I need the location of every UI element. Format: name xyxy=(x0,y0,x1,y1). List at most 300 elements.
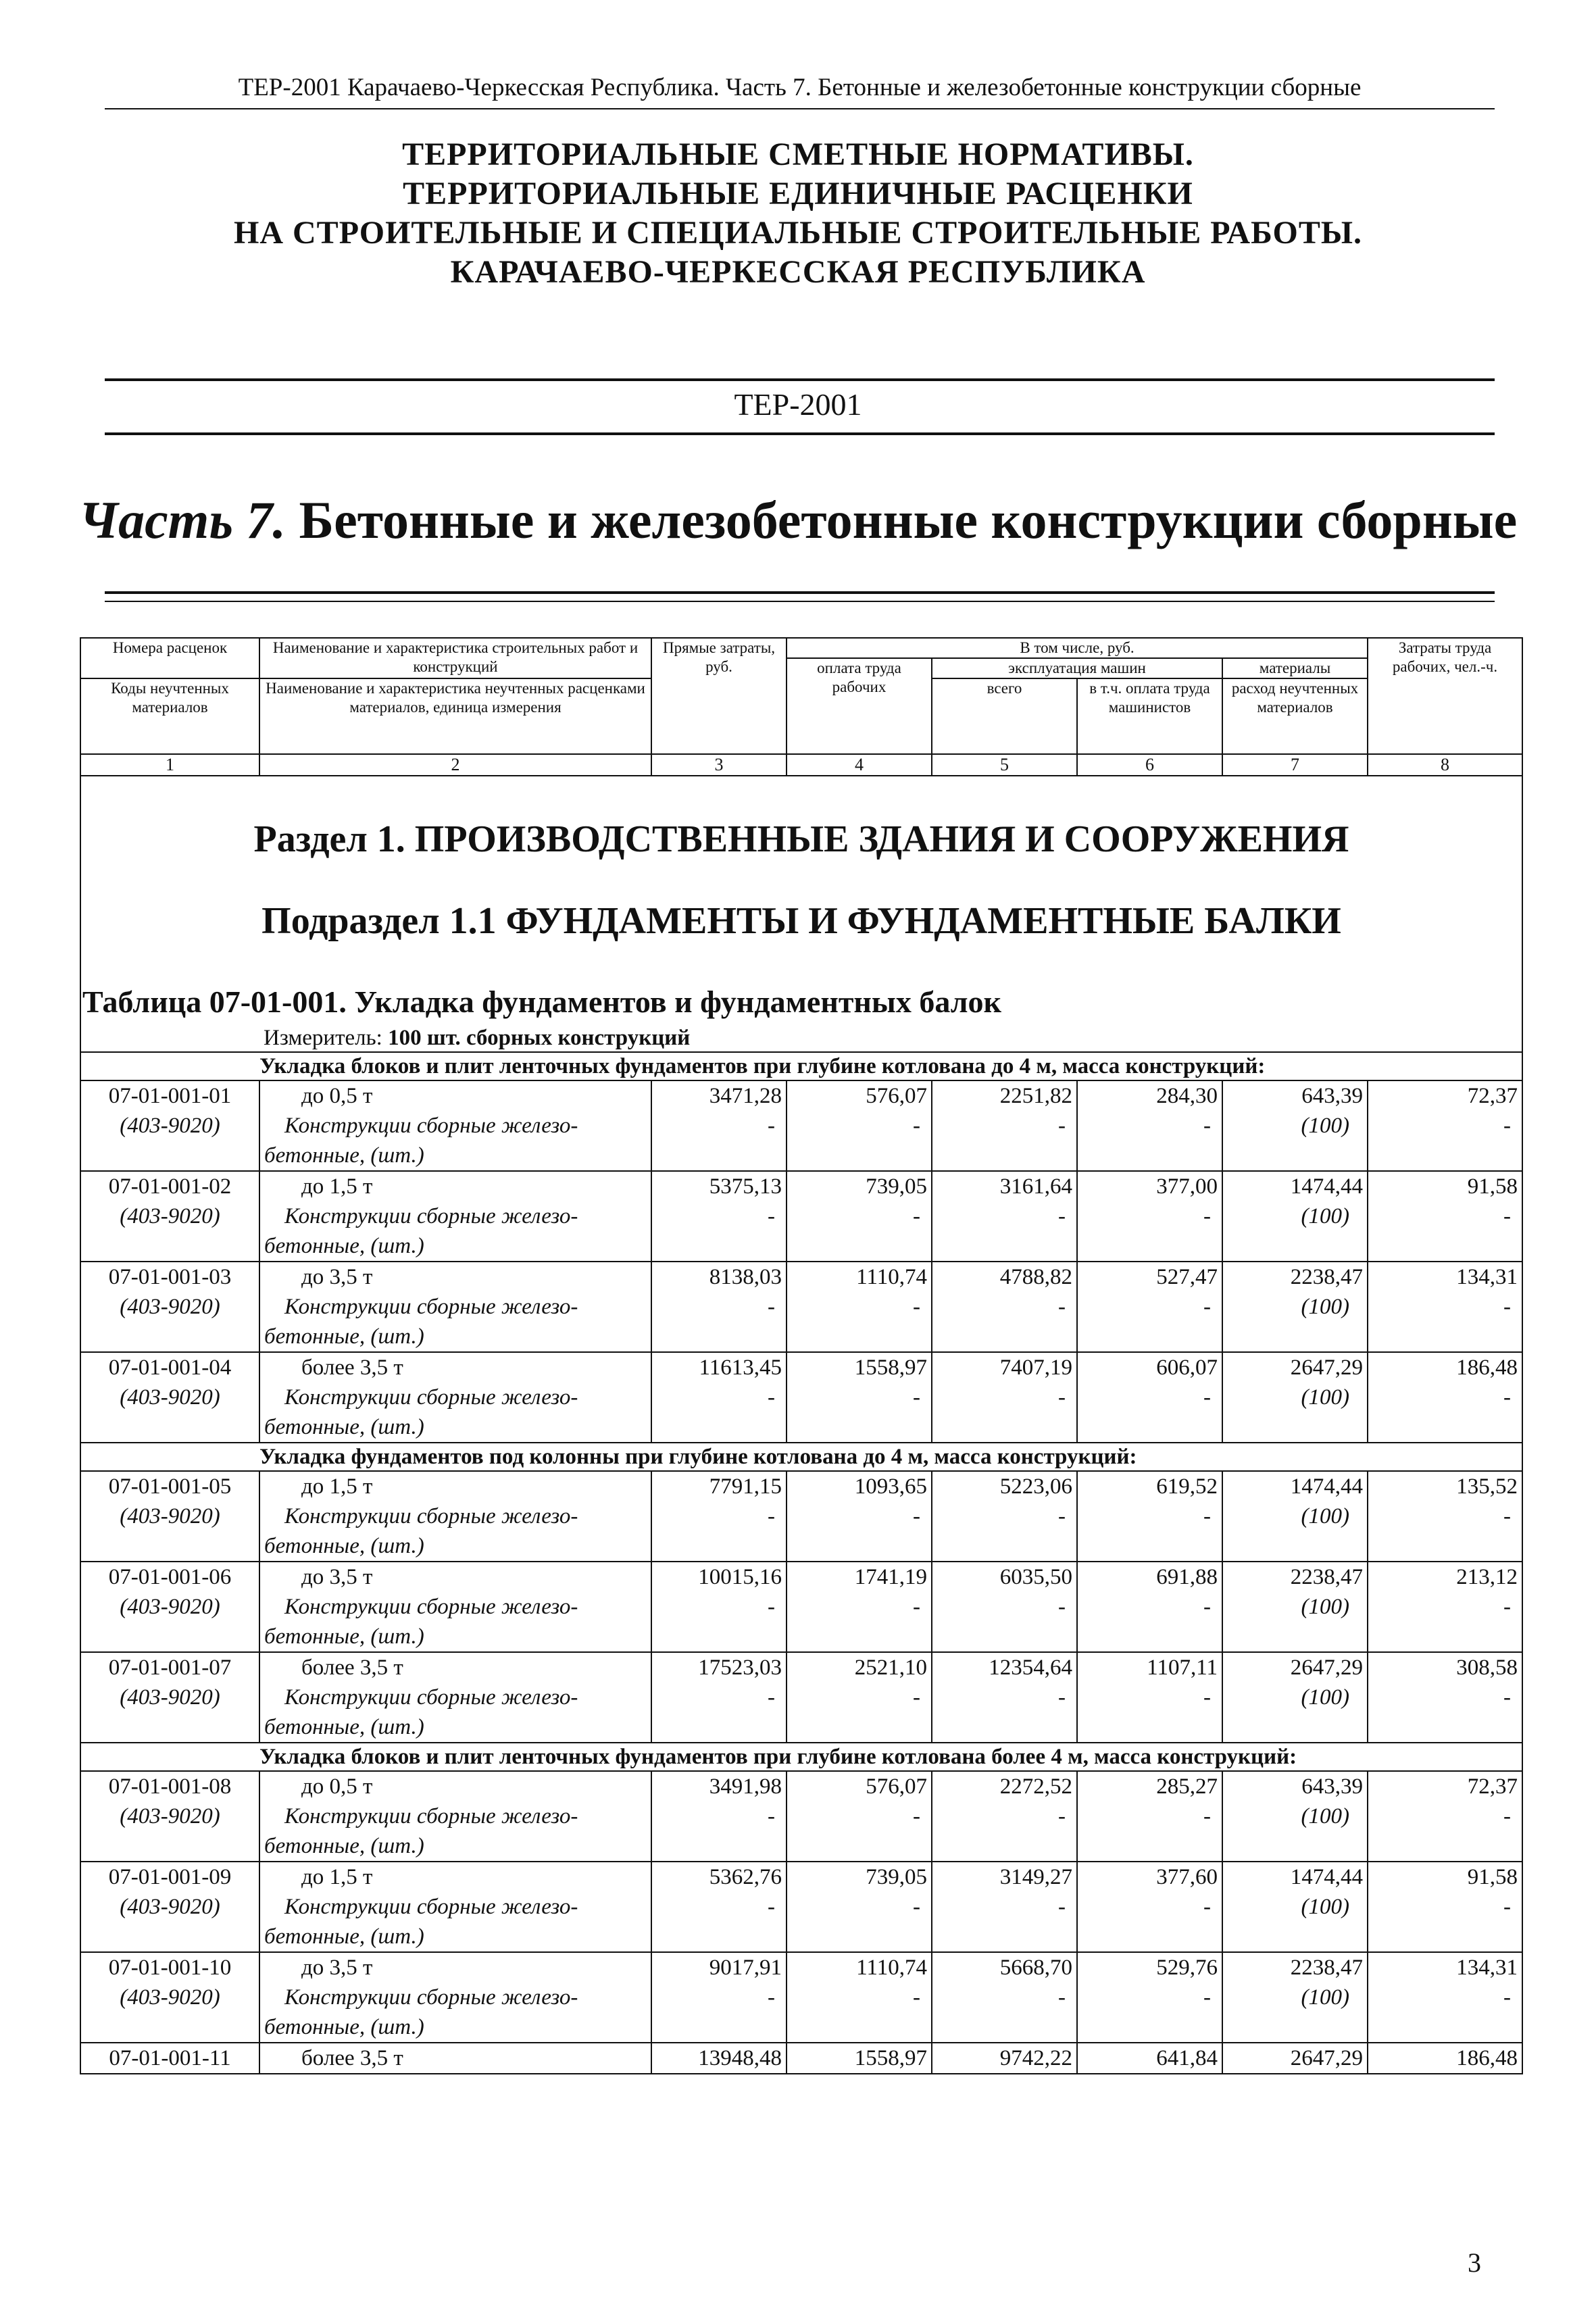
machine-labor: 377,00 xyxy=(1156,1174,1218,1199)
material-name-cont: бетонные, (шт.) xyxy=(264,1534,424,1558)
group-heading: Укладка блоков и плит ленточных фундаментов при глубине котлована более 4 м, масса конструкций: xyxy=(259,1743,1368,1771)
labor-hours-cell xyxy=(1368,1471,1522,1562)
direct-cost-cell xyxy=(651,1652,787,1743)
machine-labor: 529,76 xyxy=(1156,1956,1218,1980)
dash-value: - xyxy=(1058,1204,1066,1228)
material-name-cont: бетонные, (шт.) xyxy=(264,2015,424,2039)
group-heading-row xyxy=(80,1443,1522,1471)
materials-cost: 2238,47 xyxy=(1290,1956,1364,1980)
rates-table xyxy=(80,637,1523,2074)
direct-cost: 13948,48 xyxy=(698,2046,782,2070)
page-number: 3 xyxy=(1468,2247,1481,2278)
labor-hours-cell xyxy=(1368,1862,1522,1952)
material-code: (403-9020) xyxy=(120,1895,220,1919)
material-name-cont: бетонные, (шт.) xyxy=(264,1624,424,1649)
labor-hours: 134,31 xyxy=(1456,1265,1518,1289)
dash-value: - xyxy=(1058,1504,1066,1528)
labor-pay: 1093,65 xyxy=(854,1474,927,1499)
section-title: Раздел 1. ПРОИЗВОДСТВЕННЫЕ ЗДАНИЯ И СООРУЖЕНИЯ xyxy=(253,818,1349,860)
rate-code-cell xyxy=(80,1080,259,1171)
work-name-cell xyxy=(259,1771,651,1862)
materials-cost: 1474,44 xyxy=(1290,1865,1364,1889)
material-quantity: (100) xyxy=(1301,1595,1350,1619)
labor-pay: 576,07 xyxy=(866,1774,927,1799)
machine-labor: 284,30 xyxy=(1156,1084,1218,1108)
dash-value: - xyxy=(913,1804,920,1828)
labor-hours: 213,12 xyxy=(1456,1565,1518,1589)
header-materials: материалы xyxy=(1222,658,1368,678)
machine-cost-cell xyxy=(932,1471,1077,1562)
dash-value: - xyxy=(768,1595,775,1619)
material-quantity: (100) xyxy=(1301,1114,1350,1138)
labor-pay: 2521,10 xyxy=(854,1656,927,1680)
machine-cost-cell xyxy=(932,1352,1077,1443)
material-quantity: (100) xyxy=(1301,1504,1350,1528)
machine-cost: 5668,70 xyxy=(999,1956,1072,1980)
work-name: до 1,5 т xyxy=(301,1174,373,1199)
machine-labor: 1107,11 xyxy=(1147,1656,1218,1680)
work-name-cell xyxy=(259,1562,651,1652)
dash-value: - xyxy=(1058,1595,1066,1619)
double-rule xyxy=(105,591,1495,602)
material-code: (403-9020) xyxy=(120,1595,220,1619)
material-quantity: (100) xyxy=(1301,1895,1350,1919)
labor-hours: 72,37 xyxy=(1467,1084,1518,1108)
header-materials-consumption: расход неучтенных материалов xyxy=(1222,678,1368,754)
header-machine-labor: в т.ч. оплата труда машинистов xyxy=(1077,678,1222,754)
table-row xyxy=(80,1171,1522,1262)
rate-code: 07-01-001-06 xyxy=(108,1565,232,1589)
dash-value: - xyxy=(1203,1595,1211,1619)
collection-code: ТЕР-2001 xyxy=(734,387,862,422)
part-label: Часть 7. xyxy=(78,491,286,549)
machine-labor-cell xyxy=(1077,1471,1222,1562)
machine-cost-cell xyxy=(932,1171,1077,1262)
dash-value: - xyxy=(768,1985,775,2010)
dash-value: - xyxy=(913,1295,920,1319)
rate-code-cell xyxy=(80,1562,259,1652)
direct-cost: 9017,91 xyxy=(709,1956,782,1980)
materials-cost-cell xyxy=(1222,1562,1368,1652)
material-quantity: (100) xyxy=(1301,1385,1350,1410)
machine-labor-cell xyxy=(1077,1862,1222,1952)
material-code: (403-9020) xyxy=(120,1985,220,2010)
table-row xyxy=(80,1262,1522,1352)
machine-cost-cell xyxy=(932,1080,1077,1171)
dash-value: - xyxy=(1203,1385,1211,1410)
machine-cost: 5223,06 xyxy=(999,1474,1072,1499)
machine-labor: 527,47 xyxy=(1156,1265,1218,1289)
table-row xyxy=(80,1352,1522,1443)
header-including: В том числе, руб. xyxy=(787,638,1368,658)
rate-code-cell xyxy=(80,1952,259,2043)
dash-value: - xyxy=(1503,1804,1512,1828)
labor-hours-cell xyxy=(1368,1262,1522,1352)
direct-cost: 3471,28 xyxy=(709,1084,782,1108)
work-name-cell xyxy=(259,1262,651,1352)
meter-value: 100 шт. сборных конструкций xyxy=(388,1026,691,1050)
machine-labor-cell xyxy=(1077,1080,1222,1171)
materials-cost: 643,39 xyxy=(1301,1084,1364,1108)
materials-cost-cell xyxy=(1222,2043,1368,2074)
machine-cost: 12354,64 xyxy=(989,1656,1072,1680)
machine-cost: 4788,82 xyxy=(999,1265,1072,1289)
material-name: Конструкции сборные железо- xyxy=(284,1804,578,1828)
work-name-cell xyxy=(259,1352,651,1443)
dash-value: - xyxy=(768,1295,775,1319)
labor-hours-cell xyxy=(1368,1171,1522,1262)
table-title: Таблица 07-01-001. Укладка фундаментов и фундаментных балок xyxy=(82,985,1002,1019)
dash-value: - xyxy=(768,1685,775,1710)
labor-hours-cell xyxy=(1368,1352,1522,1443)
materials-cost-cell xyxy=(1222,1652,1368,1743)
dash-value: - xyxy=(1503,1295,1512,1319)
labor-hours: 186,48 xyxy=(1456,2046,1518,2070)
machine-labor: 641,84 xyxy=(1156,2046,1218,2070)
header-labor-hours: Затраты труда рабочих, чел.-ч. xyxy=(1368,638,1522,754)
header-rate-numbers: Номера расценок xyxy=(80,638,259,678)
work-name: до 0,5 т xyxy=(301,1084,373,1108)
material-name: Конструкции сборные железо- xyxy=(284,1685,578,1710)
code-rule-bottom xyxy=(105,432,1495,435)
direct-cost: 5375,13 xyxy=(709,1174,782,1199)
rate-code: 07-01-001-11 xyxy=(109,2046,231,2070)
dash-value: - xyxy=(768,1385,775,1410)
labor-hours: 186,48 xyxy=(1456,1355,1518,1380)
material-name-cont: бетонные, (шт.) xyxy=(264,1234,424,1258)
table-body xyxy=(80,1052,1522,2074)
labor-hours: 91,58 xyxy=(1467,1865,1518,1889)
labor-pay: 1558,97 xyxy=(854,2046,927,2070)
material-name: Конструкции сборные железо- xyxy=(284,1385,578,1410)
direct-cost-cell xyxy=(651,1562,787,1652)
labor-pay-cell xyxy=(787,1352,932,1443)
labor-hours: 134,31 xyxy=(1456,1956,1518,1980)
machine-cost-cell xyxy=(932,1562,1077,1652)
materials-cost: 2647,29 xyxy=(1290,1656,1364,1680)
rate-code-cell xyxy=(80,1471,259,1562)
work-name: более 3,5 т xyxy=(301,2046,403,2070)
materials-cost-cell xyxy=(1222,1080,1368,1171)
dash-value: - xyxy=(913,1504,920,1528)
work-name-cell xyxy=(259,2043,651,2074)
dash-value: - xyxy=(913,1385,920,1410)
running-header: ТЕР-2001 Карачаево-Черкесская Республика. Часть 7. Бетонные и железобетонные конструкции сборные xyxy=(238,74,1362,101)
labor-pay-cell xyxy=(787,1952,932,2043)
material-name-cont: бетонные, (шт.) xyxy=(264,1143,424,1168)
labor-hours-cell xyxy=(1368,1952,1522,2043)
column-number: 8 xyxy=(1368,754,1522,776)
machine-labor: 285,27 xyxy=(1156,1774,1218,1799)
machine-labor-cell xyxy=(1077,1352,1222,1443)
dash-value: - xyxy=(1203,1504,1211,1528)
dash-value: - xyxy=(1058,1685,1066,1710)
group-heading-filler xyxy=(1368,1443,1522,1471)
group-heading-spacer xyxy=(80,1443,259,1471)
materials-cost-cell xyxy=(1222,1352,1368,1443)
work-name-cell xyxy=(259,1171,651,1262)
part-title xyxy=(0,490,1596,551)
labor-pay-cell xyxy=(787,1080,932,1171)
machine-cost: 9742,22 xyxy=(999,2046,1072,2070)
material-quantity: (100) xyxy=(1301,1985,1350,2010)
material-code: (403-9020) xyxy=(120,1295,220,1319)
table-row xyxy=(80,1471,1522,1562)
work-name: до 1,5 т xyxy=(301,1865,373,1889)
rate-code: 07-01-001-07 xyxy=(108,1656,232,1680)
header-labor-pay: оплата труда рабочих xyxy=(787,658,932,754)
section-block xyxy=(80,776,1522,1052)
table-row xyxy=(80,2043,1522,2074)
labor-hours-cell xyxy=(1368,1652,1522,1743)
dash-value: - xyxy=(1503,1685,1512,1710)
dash-value: - xyxy=(768,1114,775,1138)
header-unaccounted-codes: Коды неучтенных материалов xyxy=(80,678,259,754)
dash-value: - xyxy=(913,1595,920,1619)
material-quantity: (100) xyxy=(1301,1295,1350,1319)
labor-pay-cell xyxy=(787,1652,932,1743)
header-direct-costs: Прямые затраты, руб. xyxy=(651,638,787,754)
labor-pay-cell xyxy=(787,1262,932,1352)
labor-hours-cell xyxy=(1368,1080,1522,1171)
dash-value: - xyxy=(913,1895,920,1919)
machine-labor: 691,88 xyxy=(1156,1565,1218,1589)
group-heading-spacer xyxy=(80,1052,259,1080)
direct-cost-cell xyxy=(651,1471,787,1562)
work-name-cell xyxy=(259,1652,651,1743)
labor-hours: 135,52 xyxy=(1456,1474,1518,1499)
direct-cost-cell xyxy=(651,1080,787,1171)
labor-hours: 72,37 xyxy=(1467,1774,1518,1799)
direct-cost: 11613,45 xyxy=(699,1355,782,1380)
material-name: Конструкции сборные железо- xyxy=(284,1204,578,1228)
labor-pay: 1741,19 xyxy=(854,1565,927,1589)
rate-code-cell xyxy=(80,1652,259,1743)
header-machine-total: всего xyxy=(932,678,1077,754)
material-name-cont: бетонные, (шт.) xyxy=(264,1324,424,1349)
dash-value: - xyxy=(1503,1895,1512,1919)
labor-hours-cell xyxy=(1368,1562,1522,1652)
dash-value: - xyxy=(768,1504,775,1528)
header-unaccounted-names: Наименование и характеристика неучтенных расценками материалов, единица измерения xyxy=(259,678,651,754)
dash-value: - xyxy=(1503,1985,1512,2010)
labor-pay: 739,05 xyxy=(866,1865,927,1889)
header-machine-operation: эксплуатация машин xyxy=(932,658,1222,678)
machine-cost-cell xyxy=(932,1952,1077,2043)
group-heading-spacer xyxy=(80,1743,259,1771)
labor-hours-cell xyxy=(1368,2043,1522,2074)
direct-cost-cell xyxy=(651,2043,787,2074)
material-code: (403-9020) xyxy=(120,1504,220,1528)
column-number: 6 xyxy=(1077,754,1222,776)
labor-pay: 1558,97 xyxy=(854,1355,927,1380)
group-heading-row xyxy=(80,1743,1522,1771)
material-code: (403-9020) xyxy=(120,1804,220,1828)
table-row xyxy=(80,1771,1522,1862)
labor-pay: 1110,74 xyxy=(856,1956,927,1980)
machine-labor-cell xyxy=(1077,1652,1222,1743)
machine-cost-cell xyxy=(932,1771,1077,1862)
dash-value: - xyxy=(1203,1204,1211,1228)
machine-labor-cell xyxy=(1077,1771,1222,1862)
work-name: до 0,5 т xyxy=(301,1774,373,1799)
dash-value: - xyxy=(1503,1504,1512,1528)
materials-cost-cell xyxy=(1222,1862,1368,1952)
dash-value: - xyxy=(1058,1385,1066,1410)
material-code: (403-9020) xyxy=(120,1685,220,1710)
machine-labor: 619,52 xyxy=(1156,1474,1218,1499)
direct-cost-cell xyxy=(651,1862,787,1952)
material-name: Конструкции сборные железо- xyxy=(284,1895,578,1919)
dash-value: - xyxy=(1203,1114,1211,1138)
rate-code: 07-01-001-03 xyxy=(108,1265,232,1289)
rate-code: 07-01-001-04 xyxy=(108,1355,232,1380)
materials-cost-cell xyxy=(1222,1171,1368,1262)
machine-cost: 6035,50 xyxy=(999,1565,1072,1589)
dash-value: - xyxy=(1058,1895,1066,1919)
rate-code-cell xyxy=(80,1862,259,1952)
group-heading: Укладка фундаментов под колонны при глубине котлована до 4 м, масса конструкций: xyxy=(259,1443,1368,1471)
table-row xyxy=(80,1080,1522,1171)
column-number: 1 xyxy=(80,754,259,776)
column-number: 4 xyxy=(787,754,932,776)
labor-hours-cell xyxy=(1368,1771,1522,1862)
column-number: 7 xyxy=(1222,754,1368,776)
material-quantity: (100) xyxy=(1301,1204,1350,1228)
work-name: до 3,5 т xyxy=(301,1565,373,1589)
material-quantity: (100) xyxy=(1301,1804,1350,1828)
dash-value: - xyxy=(1203,1804,1211,1828)
labor-pay-cell xyxy=(787,1771,932,1862)
table-header xyxy=(80,638,1522,1052)
machine-cost: 7407,19 xyxy=(999,1355,1072,1380)
dash-value: - xyxy=(1503,1595,1512,1619)
direct-cost-cell xyxy=(651,1171,787,1262)
labor-pay: 739,05 xyxy=(866,1174,927,1199)
subsection-title: Подраздел 1.1 ФУНДАМЕНТЫ И ФУНДАМЕНТНЫЕ БАЛКИ xyxy=(261,900,1341,942)
labor-pay-cell xyxy=(787,1562,932,1652)
work-name-cell xyxy=(259,1471,651,1562)
dash-value: - xyxy=(1058,1114,1066,1138)
materials-cost: 2647,29 xyxy=(1290,2046,1364,2070)
document-title xyxy=(0,135,1596,292)
material-name-cont: бетонные, (шт.) xyxy=(264,1715,424,1739)
materials-cost-cell xyxy=(1222,1471,1368,1562)
dash-value: - xyxy=(1203,1685,1211,1710)
machine-cost: 3161,64 xyxy=(999,1174,1072,1199)
work-name: до 1,5 т xyxy=(301,1474,373,1499)
machine-labor-cell xyxy=(1077,2043,1222,2074)
materials-cost-cell xyxy=(1222,1952,1368,2043)
dash-value: - xyxy=(768,1204,775,1228)
column-number: 2 xyxy=(259,754,651,776)
dash-value: - xyxy=(1203,1895,1211,1919)
materials-cost-cell xyxy=(1222,1262,1368,1352)
header-divider xyxy=(105,108,1495,109)
dash-value: - xyxy=(1203,1295,1211,1319)
machine-labor: 377,60 xyxy=(1156,1865,1218,1889)
rate-code-cell xyxy=(80,1262,259,1352)
dash-value: - xyxy=(768,1804,775,1828)
labor-pay-cell xyxy=(787,1471,932,1562)
dash-value: - xyxy=(768,1895,775,1919)
dash-value: - xyxy=(1058,1295,1066,1319)
direct-cost-cell xyxy=(651,1771,787,1862)
rate-code-cell xyxy=(80,1771,259,1862)
rate-code-cell xyxy=(80,1352,259,1443)
meter-label: Измеритель: xyxy=(264,1026,382,1050)
material-name: Конструкции сборные железо- xyxy=(284,1114,578,1138)
materials-cost-cell xyxy=(1222,1771,1368,1862)
material-name: Конструкции сборные железо- xyxy=(284,1295,578,1319)
labor-hours: 91,58 xyxy=(1467,1174,1518,1199)
materials-cost: 1474,44 xyxy=(1290,1474,1364,1499)
dash-value: - xyxy=(1503,1385,1512,1410)
dash-value: - xyxy=(913,1685,920,1710)
direct-cost: 10015,16 xyxy=(698,1565,782,1589)
column-number: 5 xyxy=(932,754,1077,776)
work-name-cell xyxy=(259,1080,651,1171)
group-heading-filler xyxy=(1368,1743,1522,1771)
labor-pay-cell xyxy=(787,2043,932,2074)
title-line: КАРАЧАЕВО-ЧЕРКЕССКАЯ РЕСПУБЛИКА xyxy=(450,254,1146,290)
materials-cost: 643,39 xyxy=(1301,1774,1364,1799)
labor-pay-cell xyxy=(787,1171,932,1262)
rate-code: 07-01-001-10 xyxy=(108,1956,232,1980)
machine-labor: 606,07 xyxy=(1156,1355,1218,1380)
materials-cost: 2238,47 xyxy=(1290,1565,1364,1589)
materials-cost: 2238,47 xyxy=(1290,1265,1364,1289)
dash-value: - xyxy=(913,1985,920,2010)
work-name: более 3,5 т xyxy=(301,1656,403,1680)
direct-cost-cell xyxy=(651,1952,787,2043)
column-number: 3 xyxy=(651,754,787,776)
material-name: Конструкции сборные железо- xyxy=(284,1595,578,1619)
material-code: (403-9020) xyxy=(120,1204,220,1228)
material-name-cont: бетонные, (шт.) xyxy=(264,1924,424,1949)
material-code: (403-9020) xyxy=(120,1385,220,1410)
machine-cost: 2251,82 xyxy=(999,1084,1072,1108)
rate-code: 07-01-001-02 xyxy=(108,1174,232,1199)
table-row xyxy=(80,1562,1522,1652)
group-heading-filler xyxy=(1368,1052,1522,1080)
machine-labor-cell xyxy=(1077,1562,1222,1652)
group-heading: Укладка блоков и плит ленточных фундаментов при глубине котлована до 4 м, масса конструкций: xyxy=(259,1052,1368,1080)
direct-cost-cell xyxy=(651,1352,787,1443)
title-line: ТЕРРИТОРИАЛЬНЫЕ СМЕТНЫЕ НОРМАТИВЫ. xyxy=(402,136,1194,172)
work-name: более 3,5 т xyxy=(301,1355,403,1380)
direct-cost: 3491,98 xyxy=(709,1774,782,1799)
machine-cost: 3149,27 xyxy=(999,1865,1072,1889)
labor-pay: 576,07 xyxy=(866,1084,927,1108)
machine-labor-cell xyxy=(1077,1262,1222,1352)
labor-hours: 308,58 xyxy=(1456,1656,1518,1680)
materials-cost: 1474,44 xyxy=(1290,1174,1364,1199)
materials-cost: 2647,29 xyxy=(1290,1355,1364,1380)
machine-cost: 2272,52 xyxy=(999,1774,1072,1799)
labor-pay-cell xyxy=(787,1862,932,1952)
rate-code-cell xyxy=(80,1171,259,1262)
material-name: Конструкции сборные железо- xyxy=(284,1985,578,2010)
table-row xyxy=(80,1652,1522,1743)
rate-code: 07-01-001-05 xyxy=(108,1474,232,1499)
part-name: Бетонные и железобетонные конструкции сборные xyxy=(299,491,1518,549)
material-name-cont: бетонные, (шт.) xyxy=(264,1834,424,1858)
work-name: до 3,5 т xyxy=(301,1265,373,1289)
direct-cost: 7791,15 xyxy=(709,1474,782,1499)
header-work-name: Наименование и характеристика строительных работ и конструкций xyxy=(259,638,651,678)
group-heading-row xyxy=(80,1052,1522,1080)
